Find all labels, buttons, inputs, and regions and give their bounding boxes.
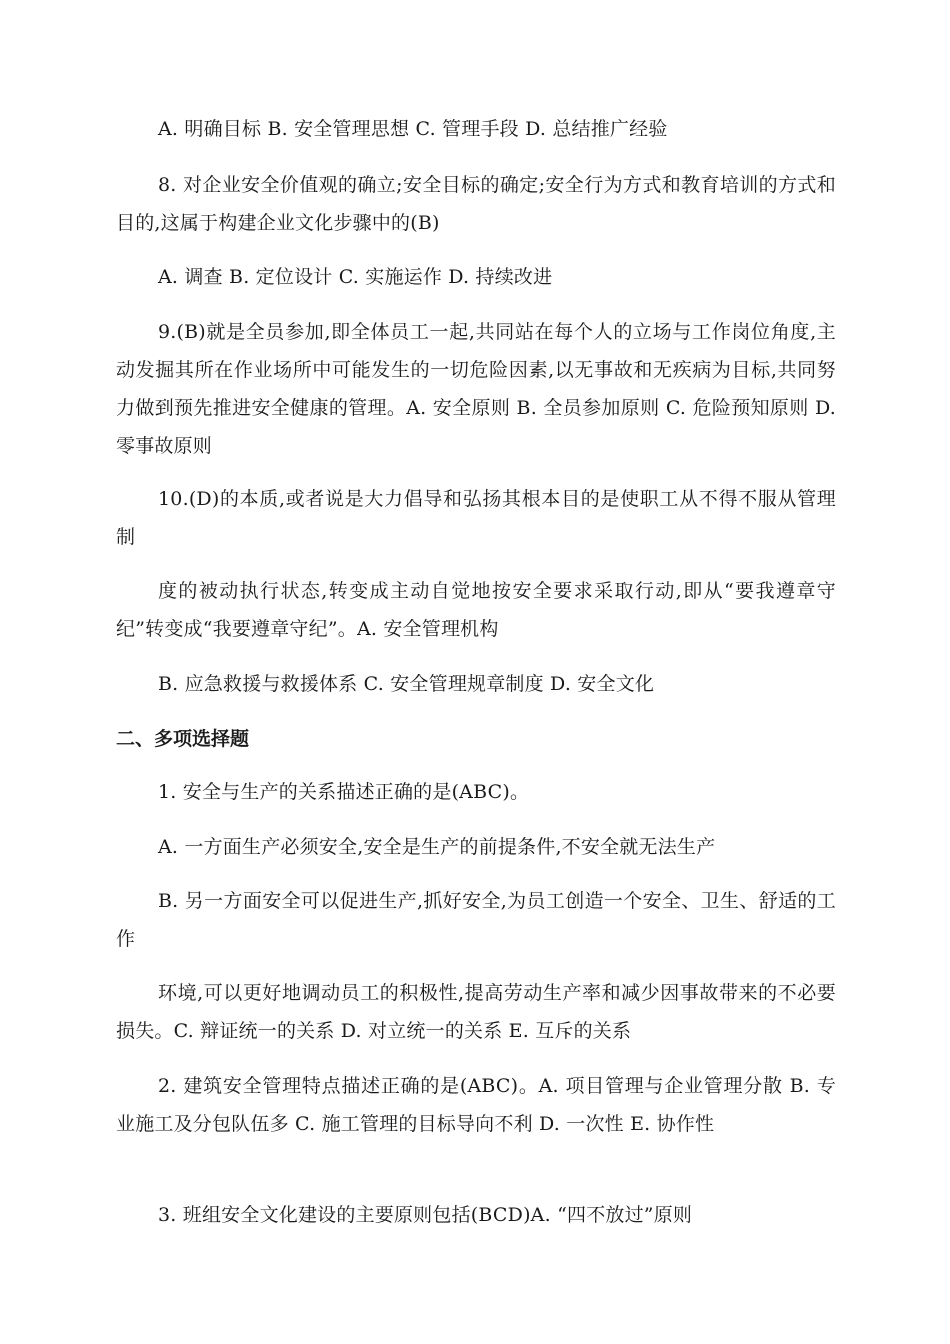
paragraph-options-q7: A. 明确目标 B. 安全管理思想 C. 管理手段 D. 总结推广经验: [158, 118, 668, 140]
paragraph-mq-1-option-a: A. 一方面生产必须安全,安全是生产的前提条件,不安全就无法生产: [158, 836, 716, 858]
section-heading: 二、多项选择题: [116, 728, 250, 750]
paragraph-mq-3: 3. 班组安全文化建设的主要原则包括(BCD)A. “四不放过”原则: [158, 1204, 693, 1226]
paragraph-options-q8: A. 调查 B. 定位设计 C. 实施运作 D. 持续改进: [158, 266, 553, 288]
paragraph-question-10: 10.(D)的本质,或者说是大力倡导和弘扬其根本目的是使职工从不得不服从管理制: [116, 488, 836, 548]
paragraph-options-q10: B. 应急救援与救援体系 C. 安全管理规章制度 D. 安全文化: [158, 673, 655, 695]
paragraph-question-10-cont: 度的被动执行状态,转变成主动自觉地按安全要求采取行动,即从“要我遵章守纪”转变成“我要遵章守纪”。A. 安全管理机构: [116, 580, 836, 640]
paragraph-mq-1: 1. 安全与生产的关系描述正确的是(ABC)。: [158, 781, 530, 803]
paragraph-question-9: 9.(B)就是全员参加,即全体员工一起,共同站在每个人的立场与工作岗位角度,主动发掘其所在作业场所中可能发生的一切危险因素,以无事故和无疾病为目标,共同努力做到预先推进安全健康的管理。A. 安全原则 B. 全员参加原则 C. 危险预知原则 D. 零事故原则: [116, 321, 836, 457]
paragraph-mq-1-cont: 环境,可以更好地调动员工的积极性,提高劳动生产率和减少因事故带来的不必要损失。C. 辩证统一的关系 D. 对立统一的关系 E. 互斥的关系: [116, 982, 836, 1042]
paragraph-question-8: 8. 对企业安全价值观的确立;安全目标的确定;安全行为方式和教育培训的方式和目的,这属于构建企业文化步骤中的(B): [116, 174, 836, 234]
paragraph-mq-1-option-b: B. 另一方面安全可以促进生产,抓好安全,为员工创造一个安全、卫生、舒适的工作: [116, 890, 836, 950]
paragraph-mq-2: 2. 建筑安全管理特点描述正确的是(ABC)。A. 项目管理与企业管理分散 B. 专业施工及分包队伍多 C. 施工管理的目标导向不利 D. 一次性 E. 协作性: [116, 1075, 836, 1135]
